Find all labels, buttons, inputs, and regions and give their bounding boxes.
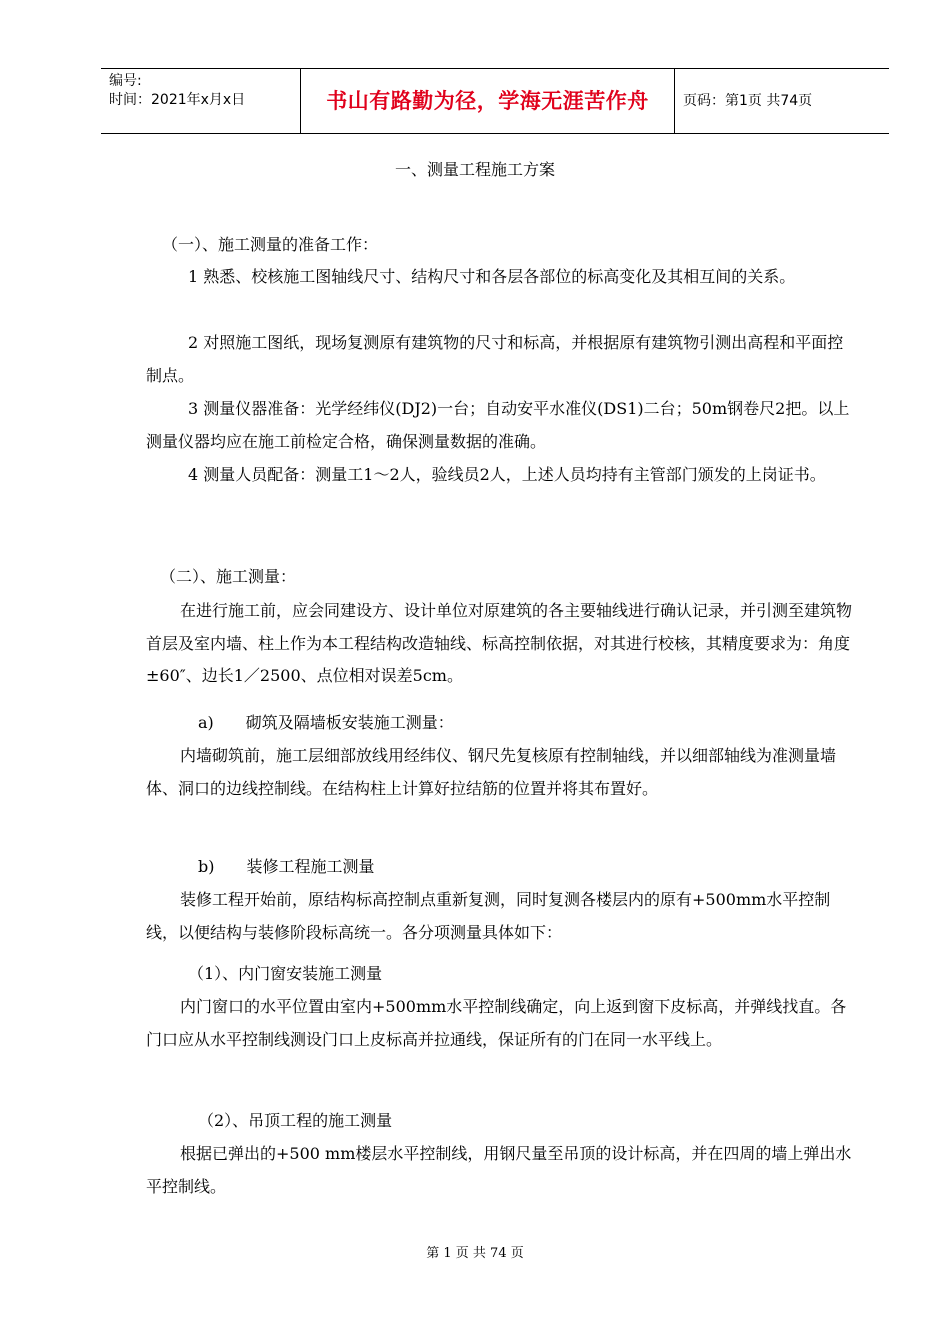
document-title: 一、测量工程施工方案: [394, 160, 555, 179]
section-heading-prep: （一）、施工测量的准备工作：: [162, 235, 379, 254]
paragraph-prep-2: 2 对照施工图纸，现场复测原有建筑物的尺寸和标高，并根据原有建筑物引测出高程和平面控制点。: [146, 333, 844, 385]
subheading-decoration: b) 装修工程施工测量: [198, 857, 375, 876]
date-line: 时间：2021年x月x日: [109, 92, 246, 108]
paragraph-survey-intro: 在进行施工前，应会同建设方、设计单位对原建筑的各主要轴线进行确认记录，并引测至建筑物首层及室内墙、柱上作为本工程结构改造轴线、标高控制依据，对其进行校核，其精度要求为：角度±60″、边长1／2500、点位相对误差5cm。: [146, 601, 853, 685]
paragraph-door-window: 内门窗口的水平位置由室内+500mm水平控制线确定，向上返到窗下皮标高，并弹线找直。各门口应从水平控制线测设门口上皮标高并拉通线，保证所有的门在同一水平线上。: [146, 997, 847, 1049]
paragraph-prep-3: 3 测量仪器准备：光学经纬仪(DJ2)一台；自动安平水准仪(DS1)二台；50m钢卷尺2把。以上测量仪器均应在施工前检定合格，确保测量数据的准确。: [146, 399, 850, 451]
section-heading-survey: （二）、施工测量：: [160, 567, 297, 586]
motto-text: 书山有路勤为径，学海无涯苦作舟: [301, 69, 675, 133]
paragraph-masonry: 内墙砌筑前，施工层细部放线用经纬仪、钢尺先复核原有控制轴线，并以细部轴线为准测量墙体、洞口的边线控制线。在结构柱上计算好拉结筋的位置并将其布置好。: [146, 746, 837, 798]
page-header-table: [101, 68, 889, 134]
header-left-cell: [101, 69, 301, 133]
paragraph-prep-4: 4 测量人员配备：测量工1～2人，验线员2人，上述人员均持有主管部门颁发的上岗证书。: [188, 465, 826, 484]
paragraph-ceiling: 根据已弹出的+500 mm楼层水平控制线，用钢尺量至吊顶的设计标高，并在四周的墙上弹出水平控制线。: [146, 1144, 852, 1196]
serial-number-label: 编号:: [109, 73, 142, 89]
subheading-masonry: a) 砌筑及隔墙板安装施工测量：: [198, 713, 454, 732]
paragraph-decoration: 装修工程开始前，原结构标高控制点重新复测，同时复测各楼层内的原有+500mm水平控制线，以便结构与装修阶段标高统一。各分项测量具体如下：: [146, 890, 831, 942]
page-footer: 第 1 页 共 74 页: [426, 1246, 524, 1261]
subheading-door-window: （1）、内门窗安装施工测量: [188, 964, 383, 983]
subheading-ceiling: （2）、吊顶工程的施工测量: [198, 1111, 393, 1130]
page-info: 页码：第1页 共74页: [683, 93, 813, 109]
paragraph-prep-1: 1 熟悉、校核施工图轴线尺寸、结构尺寸和各层各部位的标高变化及其相互间的关系。: [188, 267, 796, 286]
